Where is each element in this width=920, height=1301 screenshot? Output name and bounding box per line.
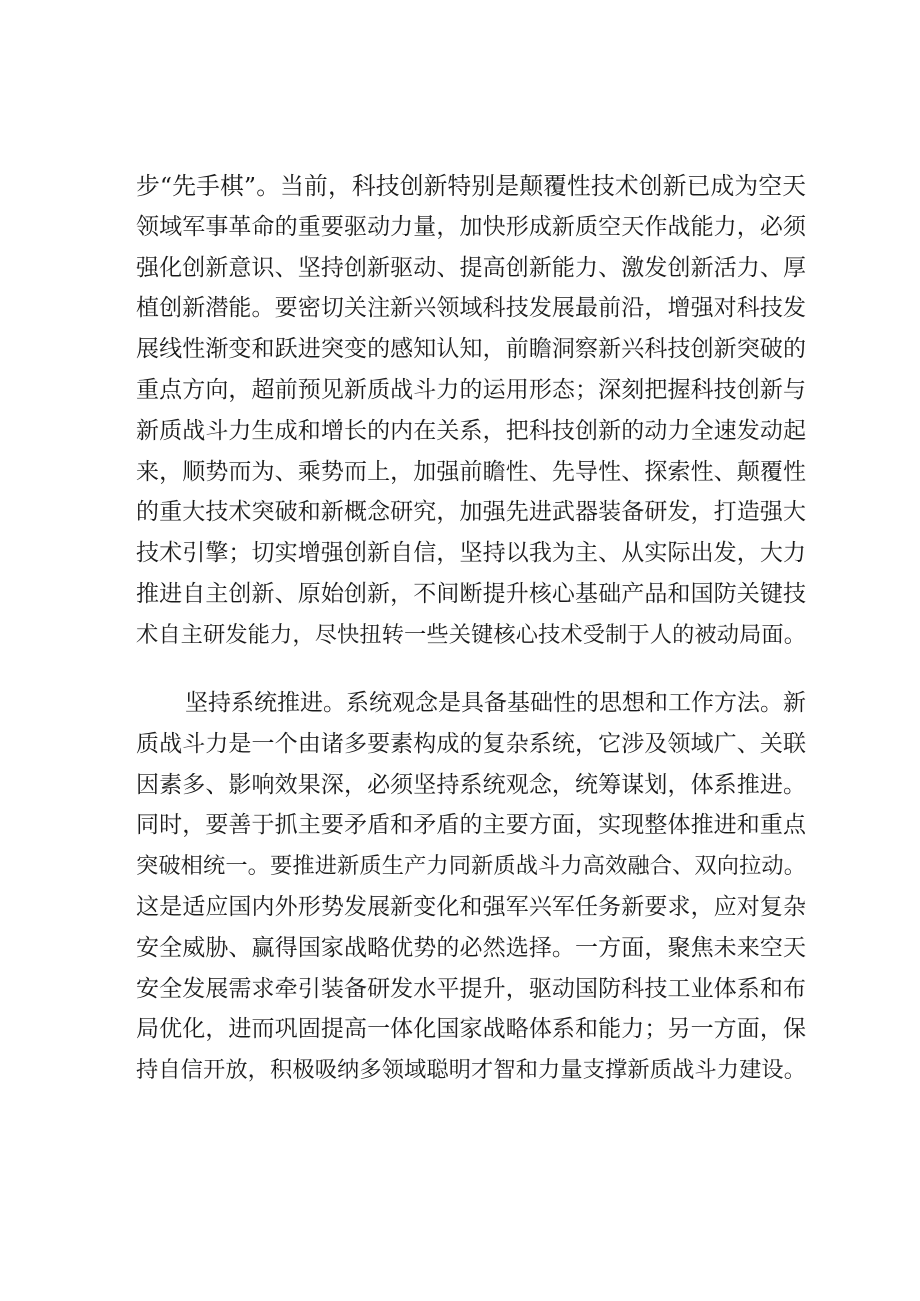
paragraph-line: 安全发展需求牵引装备研发水平提升，驱动国防科技工业体系和布 <box>136 975 806 1002</box>
paragraph-system-advance <box>136 683 806 1091</box>
paragraph-line: 质战斗力是一个由诸多要素构成的复杂系统，它涉及领域广、关联 <box>136 730 806 757</box>
paragraph-line: 新质战斗力生成和增长的内在关系，把科技创新的动力全速发动起 <box>136 417 806 444</box>
paragraph-tech-innovation <box>136 166 806 656</box>
paragraph-line: 植创新潜能。要密切关注新兴领域科技发展最前沿，增强对科技发 <box>136 295 806 322</box>
paragraph-line: 局优化，进而巩固提高一体化国家战略体系和能力；另一方面，保 <box>136 1016 806 1043</box>
paragraph-line: 术自主研发能力，尽快扭转一些关键核心技术受制于人的被动局面。 <box>136 621 806 648</box>
paragraph-line-first: 坚持系统推进。系统观念是具备基础性的思想和工作方法。新 <box>185 690 806 716</box>
paragraph-line: 持自信开放，积极吸纳多领域聪明才智和力量支撑新质战斗力建设。 <box>136 1057 806 1084</box>
paragraph-line: 因素多、影响效果深，必须坚持系统观念，统筹谋划，体系推进。 <box>136 771 806 798</box>
paragraph-line: 技术引擎；切实增强创新自信，坚持以我为主、从实际出发，大力 <box>136 540 806 567</box>
paragraph-line: 突破相统一。要推进新质生产力同新质战斗力高效融合、双向拉动。 <box>136 853 806 880</box>
paragraph-line: 安全威胁、赢得国家战略优势的必然选择。一方面，聚焦未来空天 <box>136 934 806 961</box>
paragraph-line: 这是适应国内外形势发展新变化和强军兴军任务新要求，应对复杂 <box>136 893 806 920</box>
paragraph-line: 的重大技术突破和新概念研究，加强先进武器装备研发，打造强大 <box>136 499 806 526</box>
paragraph-line: 重点方向，超前预见新质战斗力的运用形态；深刻把握科技创新与 <box>136 376 806 403</box>
paragraph-line: 步“先手棋”。当前，科技创新特别是颠覆性技术创新已成为空天 <box>136 172 806 200</box>
paragraph-line: 强化创新意识、坚持创新驱动、提高创新能力、激发创新活力、厚 <box>136 254 806 281</box>
paragraph-line: 推进自主创新、原始创新，不间断提升核心基础产品和国防关键技 <box>136 580 806 607</box>
paragraph-line: 展线性渐变和跃进突变的感知认知，前瞻洞察新兴科技创新突破的 <box>136 336 806 363</box>
paragraph-line: 来，顺势而为、乘势而上，加强前瞻性、先导性、探索性、颠覆性 <box>136 458 806 485</box>
paragraph-line: 同时，要善于抓主要矛盾和矛盾的主要方面，实现整体推进和重点 <box>136 812 806 839</box>
paragraph-line: 领域军事革命的重要驱动力量，加快形成新质空天作战能力，必须 <box>136 213 806 240</box>
